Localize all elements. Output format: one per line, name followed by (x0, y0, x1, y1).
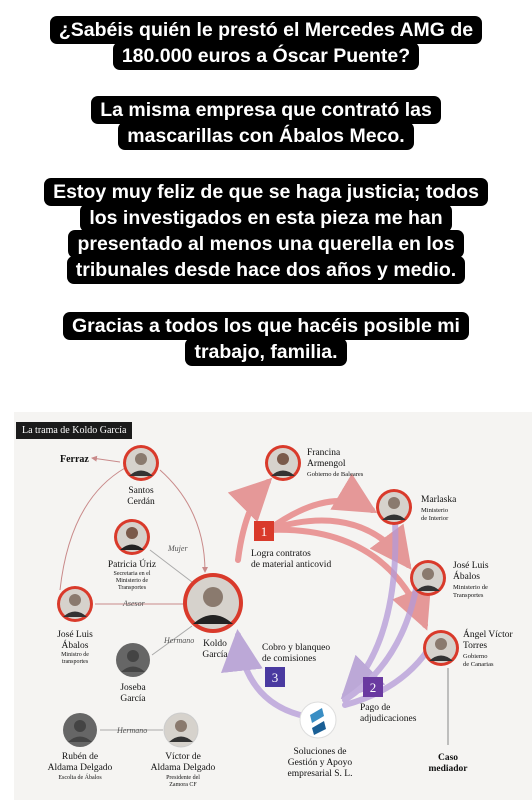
caso-label: mediador (428, 764, 468, 774)
avatar-francina (265, 445, 301, 481)
caption-line: mascarillas con Ábalos Meco. (118, 122, 413, 150)
step-number: 1 (260, 524, 268, 539)
avatar-joseba (116, 643, 150, 677)
relation-asesor: Asesor (123, 599, 145, 608)
name-patricia: Patricia Úriz (107, 560, 157, 570)
relation-hermano: Hermano (117, 726, 148, 735)
caption-line: Gracias a todos los que hacéis posible mi (63, 312, 469, 340)
avatar-koldo (183, 573, 243, 633)
name-torres: Torres (463, 641, 488, 651)
avatar-santos (123, 445, 159, 481)
avatar-ruben (63, 713, 97, 747)
name-marlaska: Marlaska (421, 495, 457, 505)
relation-mujer: Mujer (168, 544, 188, 553)
role-patricia: Secretaria en el (113, 571, 151, 577)
name-ruben: Rubén de (61, 752, 99, 762)
avatar-abalos-right (410, 560, 446, 596)
name-abalos-right: José Luis (453, 561, 489, 571)
caption-line: La misma empresa que contrató las (91, 96, 441, 124)
name-ruben: Aldama Delgado (47, 763, 113, 773)
name-joseba: Joseba (120, 683, 146, 693)
connector-ferraz (92, 458, 120, 462)
name-joseba: García (120, 694, 146, 704)
name-koldo: García (202, 650, 228, 660)
step-2-label: adjudicaciones (360, 714, 417, 724)
connector-mujer (150, 550, 192, 582)
name-koldo: Koldo (203, 639, 227, 649)
company-name: Gestión y Apoyo (287, 758, 353, 768)
name-victor: Víctor de (165, 752, 201, 762)
name-abalos-right: Ábalos (453, 572, 480, 582)
role-abalos-left: transportes (61, 659, 89, 665)
step-1-label: de material anticovid (251, 560, 332, 570)
labels (48, 448, 514, 788)
role-victor: Zamora CF (169, 782, 197, 788)
step-number: 2 (369, 680, 377, 695)
step-1-label: Logra contratos (251, 549, 311, 559)
role-abalos-left: Ministro de (61, 652, 89, 658)
role-abalos-right: Transportes (453, 592, 484, 599)
caption-line: los investigados en esta pieza me han (80, 204, 451, 232)
avatar-torres (423, 630, 459, 666)
avatar-patricia (114, 519, 150, 555)
role-marlaska: de Interior (421, 515, 449, 522)
role-ruben: Escolta de Ábalos (58, 775, 102, 781)
role-victor: Presidente del (166, 775, 200, 781)
step-3-label: de comisiones (262, 654, 317, 664)
role-patricia: Transportes (117, 585, 147, 591)
company-name: empresarial S. L. (287, 769, 353, 779)
name-victor: Aldama Delgado (150, 763, 216, 773)
role-francina: Gobierno de Baleares (307, 471, 364, 478)
role-abalos-right: Ministerio de (453, 584, 488, 591)
role-marlaska: Ministerio (421, 507, 449, 514)
role-patricia: Ministerio de (115, 578, 149, 584)
caption-line: tribunales desde hace dos años y medio. (67, 256, 465, 284)
avatar-marlaska (376, 489, 412, 525)
name-francina: Armengol (307, 459, 346, 469)
caption-line: 180.000 euros a Óscar Puente? (113, 42, 419, 70)
step-3-label: Cobro y blanqueo (262, 643, 331, 653)
caption-line: presentado al menos una querella en los (68, 230, 463, 258)
avatar-abalos-left (57, 586, 93, 622)
avatar-victor (164, 713, 198, 747)
caption-line: ¿Sabéis quién le prestó el Mercedes AMG de (50, 16, 482, 44)
name-santos: Santos (128, 486, 154, 496)
name-abalos-left: Ábalos (61, 641, 89, 651)
relation-hermano: Hermano (164, 636, 195, 645)
name-santos: Cerdán (127, 497, 155, 507)
label-ferraz: Ferraz (60, 454, 89, 465)
company-logo (300, 702, 336, 738)
name-torres: Ángel Víctor (463, 630, 513, 640)
infographic-title: La trama de Koldo García (16, 422, 132, 439)
caption-line: Estoy muy feliz de que se haga justicia; todos (44, 178, 488, 206)
role-torres: de Canarias (463, 661, 494, 668)
caso-label: Caso (437, 753, 459, 763)
role-torres: Gobierno (463, 653, 488, 660)
company-name: Soluciones de (293, 747, 347, 757)
caption-line: trabajo, familia. (185, 338, 346, 366)
step-number: 3 (271, 670, 279, 685)
name-francina: Francina (307, 448, 341, 458)
name-abalos-left: José Luis (57, 630, 93, 640)
connector-santos-koldo (160, 470, 205, 572)
step-2-label: Pago de (360, 703, 391, 713)
